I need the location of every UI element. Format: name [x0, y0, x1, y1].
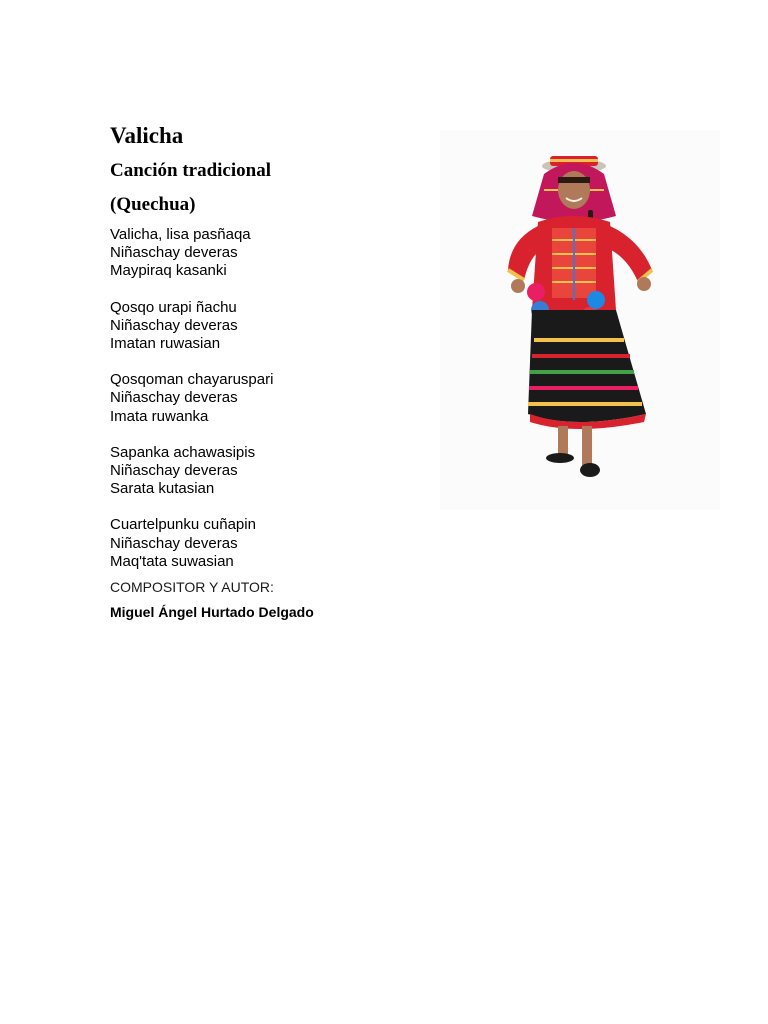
- lyric-line: Qosqoman chayaruspari: [110, 371, 274, 389]
- song-subtitle: Canción tradicional: [110, 160, 271, 181]
- woman-in-traditional-andean-dress-icon: [440, 130, 720, 510]
- lyric-line: Niñaschay deveras: [110, 389, 238, 407]
- composer-label: COMPOSITOR Y AUTOR:: [110, 579, 274, 595]
- lyric-line: Niñaschay deveras: [110, 462, 238, 480]
- language-note: (Quechua): [110, 194, 196, 215]
- lyric-line: Qosqo urapi ñachu: [110, 298, 237, 316]
- lyrics: [110, 226, 430, 589]
- composer-name: Miguel Ángel Hurtado Delgado: [110, 604, 314, 620]
- woman-in-traditional-dress-image: [440, 130, 720, 510]
- stanza: [110, 444, 430, 499]
- lyric-line: Sarata kutasian: [110, 480, 215, 498]
- lyric-line: Niñaschay deveras: [110, 244, 238, 262]
- lyric-line: Maq'tata suwasian: [110, 552, 234, 570]
- lyric-line: Sapanka achawasipis: [110, 443, 256, 461]
- stanza: [110, 299, 430, 354]
- stanza: [110, 226, 430, 281]
- lyric-line: Cuartelpunku cuñapin: [110, 516, 256, 534]
- lyric-line: Imatan ruwasian: [110, 335, 221, 353]
- song-title: Valicha: [110, 123, 184, 148]
- stanza: [110, 371, 430, 426]
- lyric-line: Valicha, lisa pasñaqa: [110, 226, 251, 243]
- lyric-line: Niñaschay deveras: [110, 534, 238, 552]
- lyric-line: Niñaschay deveras: [110, 316, 238, 334]
- lyric-line: Imata ruwanka: [110, 407, 209, 425]
- stanza: [110, 516, 430, 571]
- lyric-line: Maypiraq kasanki: [110, 262, 227, 280]
